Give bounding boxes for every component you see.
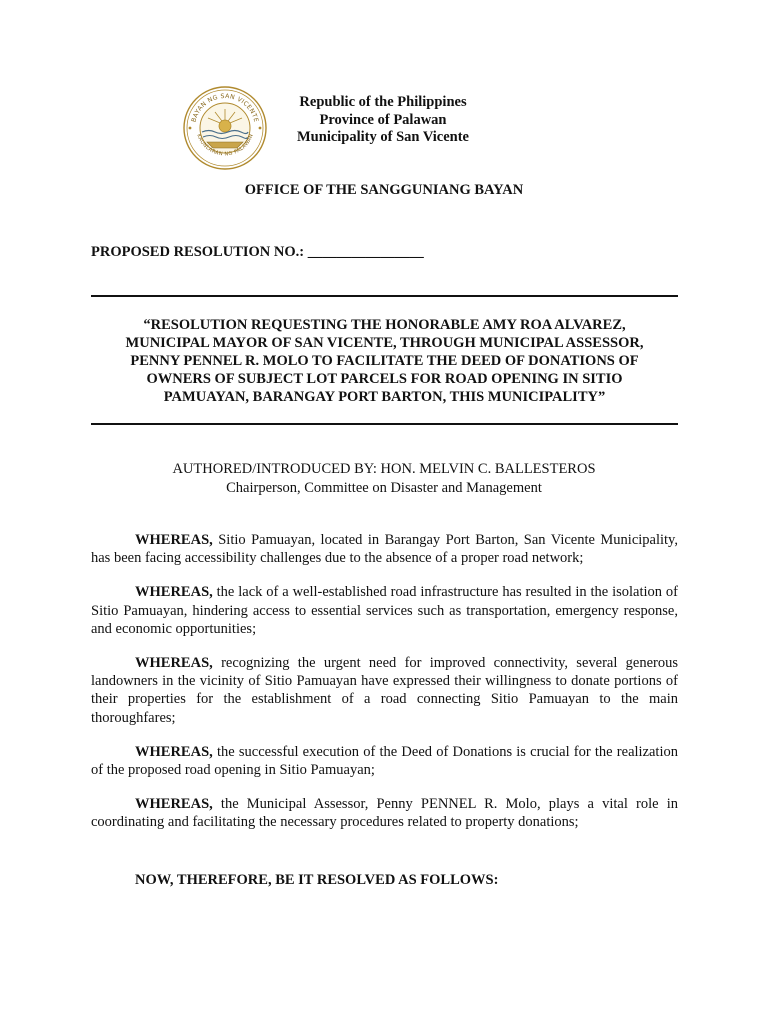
header-province: Province of Palawan — [319, 111, 447, 128]
whereas-clause — [91, 583, 678, 638]
clause-text: the Municipal Assessor, Penny PENNEL R. Molo, plays a vital role in coordinating and facilitating the necessary procedures related to property donations; — [91, 796, 678, 831]
svg-text:KAUNLARAN NG PALAWAN: KAUNLARAN NG PALAWAN — [195, 133, 255, 158]
header-republic: Republic of the Philippines — [299, 94, 467, 110]
title-line: OWNERS OF SUBJECT LOT PARCELS FOR ROAD OPENING IN SITIO — [146, 371, 623, 387]
clause-lead: WHEREAS, — [135, 796, 213, 813]
clause-text: the successful execution of the Deed of Donations is crucial for the realization of the proposed road opening in Sitio Pamuayan; — [91, 743, 678, 779]
office-heading: OFFICE OF THE SANGGUNIANG BAYAN — [244, 182, 524, 198]
title-line: MUNICIPAL MAYOR OF SAN VICENTE, THROUGH MUNICIPAL ASSESSOR, — [125, 335, 644, 351]
title-line: PAMUAYAN, BARANGAY PORT BARTON, THIS MUNICIPALITY” — [163, 389, 606, 405]
proposed-resolution-number: PROPOSED RESOLUTION NO.: ________________ — [91, 244, 424, 260]
whereas-clause — [91, 795, 678, 831]
resolved-heading: NOW, THEREFORE, BE IT RESOLVED AS FOLLOWS: — [135, 872, 499, 888]
municipal-seal-logo — [182, 85, 268, 171]
clause-lead: WHEREAS, — [135, 532, 213, 548]
clause-text: the lack of a well-established road infrastructure has resulted in the isolation of Sitio Pamuayan, hindering access to essential services such as transportation, emergency response, and economic opportunities; — [91, 584, 678, 637]
resolution-title — [96, 316, 673, 406]
clause-lead: WHEREAS, — [135, 584, 213, 601]
divider-bottom — [91, 423, 678, 425]
clause-text: recognizing the urgent need for improved connectivity, several generous landowners in the vicinity of Sitio Pamuayan have expressed their willingness to donate portions of their properties for the establishment of a road connecting Sitio Pamuayan to the main thoroughfares; — [91, 655, 678, 726]
title-line: “RESOLUTION REQUESTING THE HONORABLE AMY ROA ALVAREZ, — [143, 317, 626, 333]
authored-by-line: AUTHORED/INTRODUCED BY: HON. MELVIN C. BALLESTEROS — [172, 461, 596, 477]
svg-text:BAYAN NG SAN VICENTE: BAYAN NG SAN VICENTE — [190, 92, 260, 124]
clause-lead: WHEREAS, — [135, 743, 213, 760]
whereas-clause — [91, 743, 678, 779]
whereas-clauses — [91, 531, 678, 848]
divider-top — [91, 295, 678, 297]
title-line: PENNY PENNEL R. MOLO TO FACILITATE THE DEED OF DONATIONS OF — [130, 353, 639, 369]
header-municipality: Municipality of San Vicente — [297, 129, 469, 145]
clause-text: Sitio Pamuayan, located in Barangay Port Barton, San Vicente Municipality, has been facing accessibility challenges due to the absence of a proper road network; — [91, 532, 678, 567]
government-header — [270, 94, 496, 147]
clause-lead: WHEREAS, — [135, 655, 213, 672]
authored-by-block — [0, 460, 768, 497]
whereas-clause — [91, 531, 678, 567]
author-position: Chairperson, Committee on Disaster and Management — [226, 479, 542, 496]
whereas-clause — [91, 654, 678, 727]
